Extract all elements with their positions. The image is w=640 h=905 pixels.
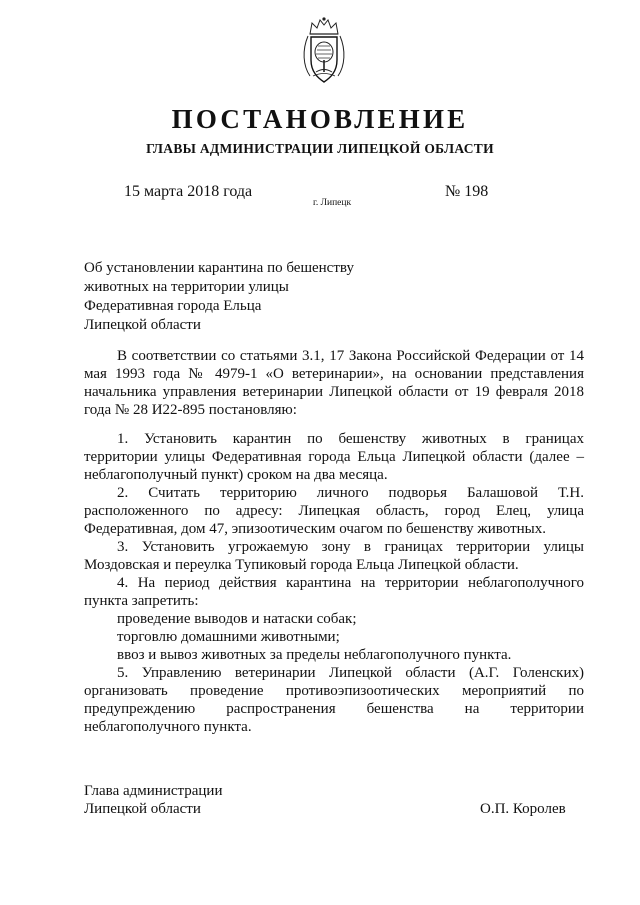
- signatory-name: О.П. Королев: [480, 801, 566, 817]
- coat-of-arms-icon: [300, 14, 348, 88]
- document-date: 15 марта 2018 года: [124, 183, 253, 200]
- document-subtitle: ГЛАВЫ АДМИНИСТРАЦИИ ЛИПЕЦКОЙ ОБЛАСТИ: [146, 141, 494, 156]
- item-5-line: 5. Управлению ветеринарии Липецкой области (А.Г. Голенских): [117, 665, 584, 681]
- item-3-line: 3. Установить угрожаемую зону в границах территории улицы: [117, 539, 584, 555]
- signatory-position: Липецкой области: [84, 801, 201, 817]
- subject-line: животных на территории улицы: [84, 279, 289, 295]
- document-city: г. Липецк: [313, 198, 352, 208]
- item-1-line: 1. Установить карантин по бешенству животных в границах: [117, 431, 584, 447]
- preamble-line: мая 1993 года № 4979-1 «О ветеринарии», на основании представления: [84, 366, 584, 382]
- subject-line: Липецкой области: [84, 317, 201, 333]
- item-3-line: Моздовская и переулка Тупиковый города Ельца Липецкой области.: [84, 557, 519, 573]
- item-1-line: неблагополучный пункт) сроком на два месяца.: [84, 467, 388, 483]
- item-4-prohibition: торговлю домашними животными;: [117, 629, 340, 645]
- item-4-line: пункта запретить:: [84, 593, 199, 609]
- signatory-position: Глава администрации: [84, 783, 223, 799]
- preamble-line: начальника управления ветеринарии Липецкой области от 19 февраля 2018: [84, 384, 584, 400]
- preamble-line: В соответствии со статьями 3.1, 17 Закона Российской Федерации от 14: [117, 348, 584, 364]
- item-5-line: предупреждению распространения бешенства на территории: [84, 701, 584, 717]
- item-4-line: 4. На период действия карантина на территории неблагополучного: [117, 575, 584, 591]
- item-4-prohibition: проведение выводов и натаски собак;: [117, 611, 357, 627]
- preamble-line: года № 28 И22-895 постановляю:: [84, 402, 297, 418]
- subject-line: Об установлении карантина по бешенству: [84, 260, 354, 276]
- item-2-line: расположенного по адресу: Липецкая область, город Елец, улица: [84, 503, 584, 519]
- document-number: № 198: [445, 183, 489, 200]
- subject-line: Федеративная города Ельца: [84, 298, 262, 314]
- item-2-line: Федеративная, дом 47, эпизоотическим очагом по бешенству животных.: [84, 521, 546, 537]
- item-1-line: территории улицы Федеративная города Ельца Липецкой области (далее –: [84, 449, 584, 465]
- item-5-line: неблагополучного пункта.: [84, 719, 252, 735]
- item-2-line: 2. Считать территорию личного подворья Балашовой Т.Н.: [117, 485, 584, 501]
- document-subject: [84, 259, 354, 335]
- document-title: ПОСТАНОВЛЕНИЕ: [171, 104, 469, 134]
- item-5-line: организовать проведение противоэпизоотических мероприятий по: [84, 683, 584, 699]
- item-4-prohibition: ввоз и вывоз животных за пределы неблагополучного пункта.: [117, 647, 512, 663]
